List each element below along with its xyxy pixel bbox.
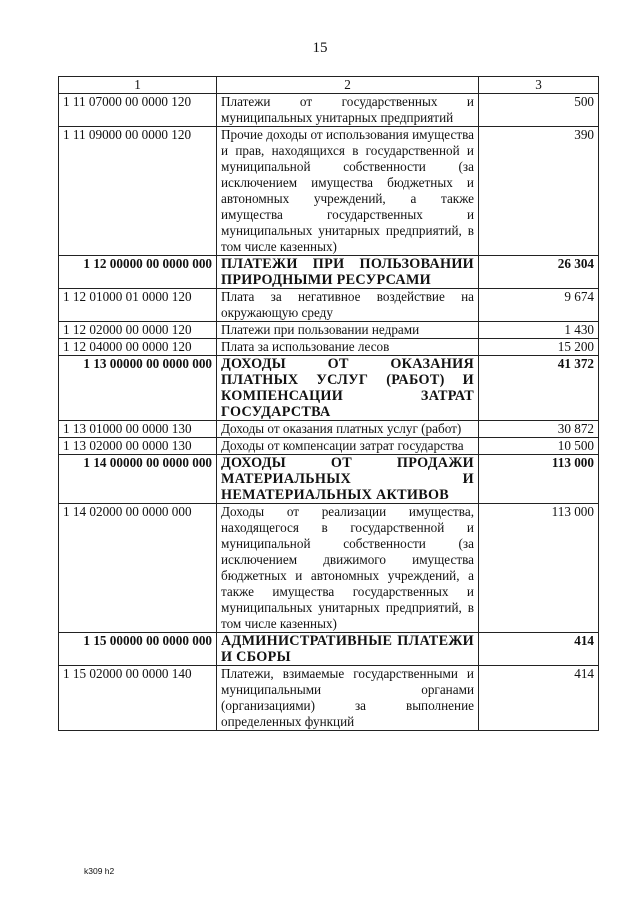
table-row	[59, 438, 599, 455]
amount-cell: 113 000	[479, 504, 599, 633]
description-cell: Плата за негативное воздействие на окружающую среду	[217, 289, 479, 322]
amount-cell: 10 500	[479, 438, 599, 455]
column-header-amount: 3	[479, 77, 599, 94]
description-cell: Доходы от компенсации затрат государства	[217, 438, 479, 455]
table-row	[59, 339, 599, 356]
budget-code-cell: 1 13 01000 00 0000 130	[59, 421, 217, 438]
footer-code: k309 h2	[84, 866, 115, 876]
amount-cell: 26 304	[479, 256, 599, 289]
amount-cell: 500	[479, 94, 599, 127]
budget-code-cell: 1 12 04000 00 0000 120	[59, 339, 217, 356]
section-row	[59, 455, 599, 504]
budget-revenue-table	[58, 76, 599, 731]
section-row	[59, 356, 599, 421]
budget-code-cell: 1 13 00000 00 0000 000	[59, 356, 217, 421]
description-cell: Платежи, взимаемые государственными и муниципальными органами (организациями) за выполнение определенных функций	[217, 666, 479, 731]
page-number: 15	[312, 40, 328, 56]
table-row	[59, 504, 599, 633]
description-cell: Прочие доходы от использования имущества и прав, находящихся в государственной и муниципальной собственности (за исключением имущества бюджетных и автономных учреждений, а также имущества государственных и муниципальных унитарных предприятий, в том числе казенных)	[217, 127, 479, 256]
budget-code-cell: 1 11 09000 00 0000 120	[59, 127, 217, 256]
section-row	[59, 256, 599, 289]
column-header-code: 1	[59, 77, 217, 94]
budget-code-cell: 1 12 01000 01 0000 120	[59, 289, 217, 322]
description-cell: Доходы от реализации имущества, находящегося в государственной и муниципальной собственности (за исключением движимого имущества бюджетных и автономных учреждений, а также имущества государственных и муниципальных унитарных предприятий, в том числе казенных)	[217, 504, 479, 633]
description-cell: АДМИНИСТРАТИВНЫЕ ПЛАТЕЖИ И СБОРЫ	[217, 633, 479, 666]
table-row	[59, 421, 599, 438]
table-row	[59, 322, 599, 339]
table-row	[59, 289, 599, 322]
description-cell: Платежи при пользовании недрами	[217, 322, 479, 339]
table-row	[59, 127, 599, 256]
budget-code-cell: 1 12 02000 00 0000 120	[59, 322, 217, 339]
budget-code-cell: 1 11 07000 00 0000 120	[59, 94, 217, 127]
amount-cell: 41 372	[479, 356, 599, 421]
description-cell: ДОХОДЫ ОТ ПРОДАЖИ МАТЕРИАЛЬНЫХ И НЕМАТЕРИАЛЬНЫХ АКТИВОВ	[217, 455, 479, 504]
description-cell: ПЛАТЕЖИ ПРИ ПОЛЬЗОВАНИИ ПРИРОДНЫМИ РЕСУРСАМИ	[217, 256, 479, 289]
amount-cell: 414	[479, 666, 599, 731]
amount-cell: 113 000	[479, 455, 599, 504]
amount-cell: 30 872	[479, 421, 599, 438]
description-cell: ДОХОДЫ ОТ ОКАЗАНИЯ ПЛАТНЫХ УСЛУГ (РАБОТ) И КОМПЕНСАЦИИ ЗАТРАТ ГОСУДАРСТВА	[217, 356, 479, 421]
amount-cell: 390	[479, 127, 599, 256]
budget-code-cell: 1 15 02000 00 0000 140	[59, 666, 217, 731]
description-cell: Платежи от государственных и муниципальных унитарных предприятий	[217, 94, 479, 127]
description-cell: Плата за использование лесов	[217, 339, 479, 356]
budget-code-cell: 1 14 02000 00 0000 000	[59, 504, 217, 633]
amount-cell: 9 674	[479, 289, 599, 322]
table-row	[59, 666, 599, 731]
budget-code-cell: 1 15 00000 00 0000 000	[59, 633, 217, 666]
amount-cell: 414	[479, 633, 599, 666]
description-cell: Доходы от оказания платных услуг (работ)	[217, 421, 479, 438]
budget-code-cell: 1 13 02000 00 0000 130	[59, 438, 217, 455]
amount-cell: 1 430	[479, 322, 599, 339]
section-row	[59, 633, 599, 666]
column-header-description: 2	[217, 77, 479, 94]
table-row	[59, 94, 599, 127]
budget-code-cell: 1 12 00000 00 0000 000	[59, 256, 217, 289]
column-header-row	[59, 77, 599, 94]
budget-code-cell: 1 14 00000 00 0000 000	[59, 455, 217, 504]
amount-cell: 15 200	[479, 339, 599, 356]
